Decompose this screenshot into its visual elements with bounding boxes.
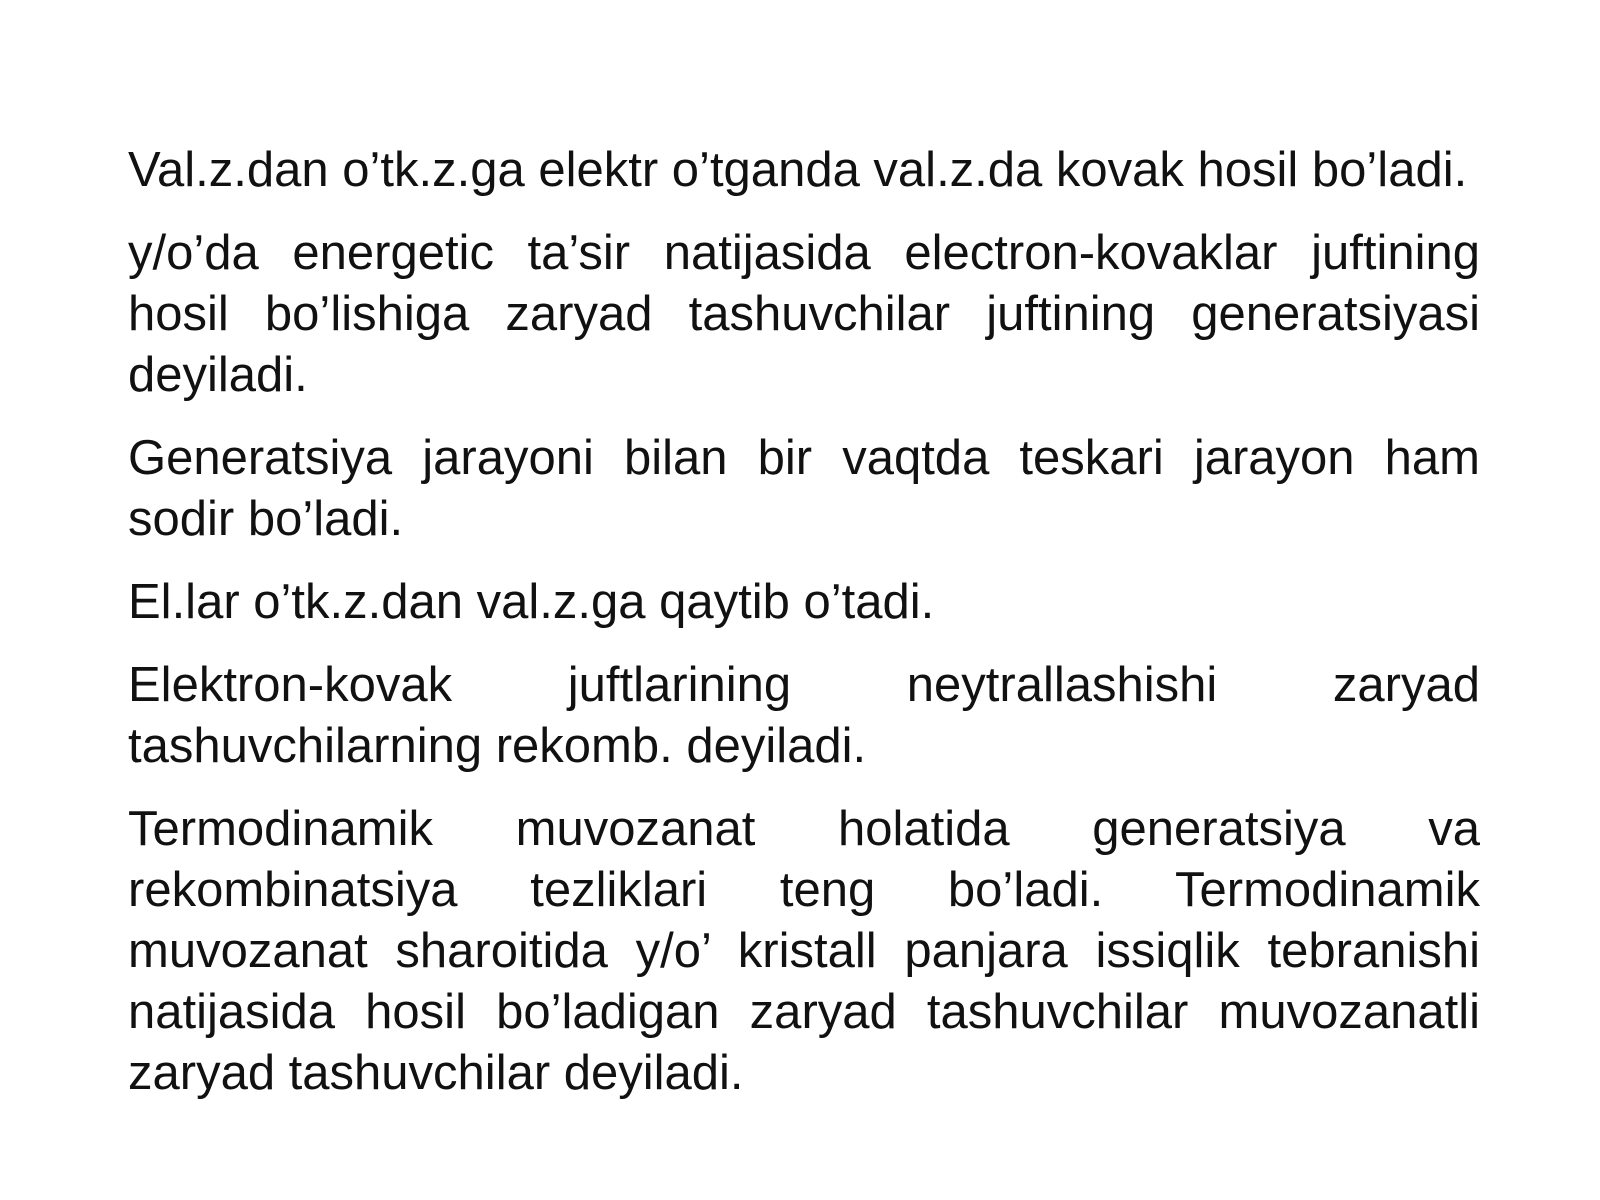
paragraph-1: Val.z.dan o’tk.z.ga elektr o’tganda val.z.da kovak hosil bo’ladi. [128, 143, 1468, 197]
paragraph-6: Termodinamik muvozanat holatida generatsiya va rekombinatsiya tezliklari teng bo’ladi. Termodinamik muvozanat sharoitida y/o’ kristall panjara issiqlik tebranishi natijasida hosil bo’ladigan zaryad tashuvchilar muvozanatli zaryad tashuvchilar deyiladi. [128, 802, 1480, 1100]
paragraph-3: Generatsiya jarayoni bilan bir vaqtda teskari jarayon ham sodir bo’ladi. [128, 431, 1480, 546]
paragraph-2: y/o’da energetic ta’sir natijasida electron-kovaklar juftining hosil bo’lishiga zaryad tashuvchilar juftining generatsiyasi deyiladi. [128, 226, 1480, 402]
slide-body [128, 140, 1480, 1104]
paragraph-4: El.lar o’tk.z.dan val.z.ga qaytib o’tadi. [128, 575, 935, 629]
paragraph-5: Elektron-kovak juftlarining neytrallashishi zaryad tashuvchilarning rekomb. deyiladi. [128, 658, 1480, 773]
